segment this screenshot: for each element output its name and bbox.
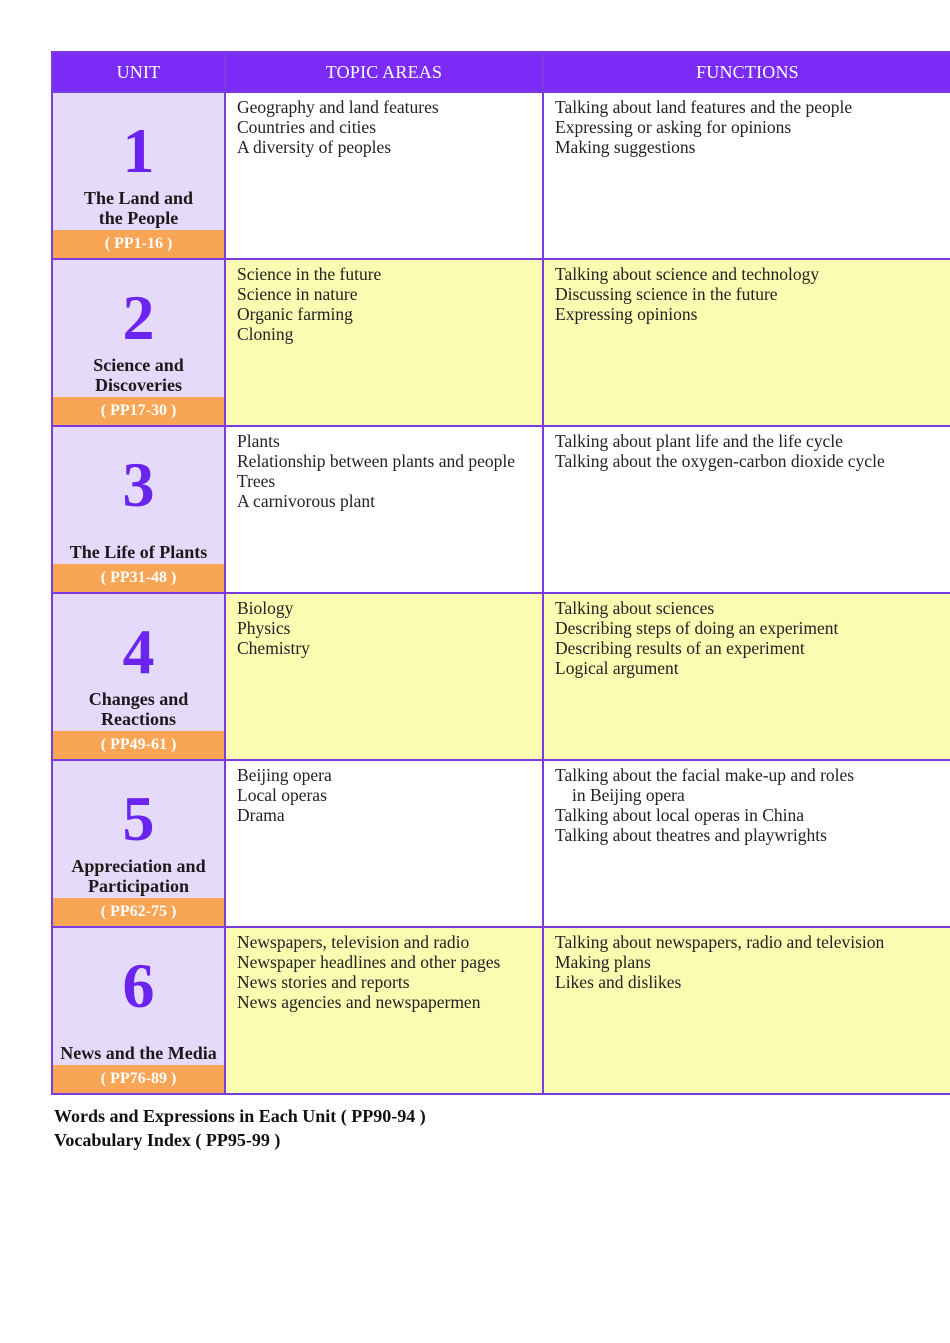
functions-cell (543, 92, 950, 259)
topic-item: Physics (237, 618, 291, 638)
unit-cell (52, 927, 225, 1094)
unit-number: 1 (122, 115, 155, 186)
topic-item: Cloning (237, 324, 294, 344)
unit-page-range: ( PP17-30 ) (53, 397, 224, 425)
function-item: Making plans (555, 952, 651, 972)
unit-title: Science and Discoveries (93, 355, 184, 395)
topic-item: Drama (237, 805, 285, 825)
table-row (52, 760, 950, 927)
topic-item: Relationship between plants and people (237, 451, 515, 471)
topic-areas-cell (225, 92, 543, 259)
unit-cell (52, 92, 225, 259)
table-row (52, 259, 950, 426)
topic-areas-column-header: TOPIC AREAS (225, 52, 543, 92)
unit-cell (52, 593, 225, 760)
unit-number: 3 (122, 449, 155, 520)
function-item: Logical argument (555, 658, 679, 678)
unit-number: 5 (122, 783, 155, 854)
topic-item: Science in the future (237, 264, 382, 284)
unit-cell (52, 259, 225, 426)
unit-page-range: ( PP49-61 ) (53, 731, 224, 759)
topic-item: Newspaper headlines and other pages (237, 952, 501, 972)
unit-page-range: ( PP76-89 ) (53, 1065, 224, 1093)
topic-areas-cell (225, 426, 543, 593)
functions-cell (543, 259, 950, 426)
unit-cell (52, 426, 225, 593)
vocabulary-index-entry: Vocabulary Index ( PP95-99 ) (54, 1130, 281, 1150)
unit-title: Appreciation and Participation (71, 856, 206, 896)
function-item: Describing steps of doing an experiment (555, 618, 839, 638)
function-item: Talking about local operas in China (555, 805, 805, 825)
unit-title: The Life of Plants (69, 542, 208, 562)
function-item: Talking about the oxygen-carbon dioxide cycle (555, 451, 885, 471)
table-row (52, 426, 950, 593)
appendix-list (54, 1104, 426, 1152)
table-row (52, 92, 950, 259)
topic-areas-cell (225, 593, 543, 760)
topic-item: Chemistry (237, 638, 310, 658)
function-item: Talking about newspapers, radio and television (555, 932, 885, 952)
unit-title: The Land and the People (83, 188, 194, 228)
unit-cell (52, 760, 225, 927)
topic-item: News stories and reports (237, 972, 410, 992)
functions-cell (543, 760, 950, 927)
unit-column-header: UNIT (52, 52, 225, 92)
function-item: Talking about the facial make-up and roles (555, 765, 855, 785)
function-item: Making suggestions (555, 137, 696, 157)
function-item: Expressing or asking for opinions (555, 117, 792, 137)
function-item: Talking about science and technology (555, 264, 820, 284)
unit-number: 2 (122, 282, 155, 353)
topic-item: A diversity of peoples (237, 137, 392, 157)
unit-number: 4 (122, 616, 155, 687)
table-row (52, 593, 950, 760)
functions-cell (543, 927, 950, 1094)
function-item: Describing results of an experiment (555, 638, 805, 658)
contents-table (51, 51, 950, 1095)
unit-page-range: ( PP62-75 ) (53, 898, 224, 926)
function-item: Talking about sciences (555, 598, 715, 618)
topic-areas-cell (225, 927, 543, 1094)
table-row (52, 927, 950, 1094)
topic-item: Science in nature (237, 284, 358, 304)
function-item-continuation: in Beijing opera (572, 785, 685, 805)
topic-item: Biology (237, 598, 294, 618)
function-item: Likes and dislikes (555, 972, 682, 992)
functions-cell (543, 593, 950, 760)
function-item: Discussing science in the future (555, 284, 778, 304)
topic-areas-cell (225, 259, 543, 426)
topic-areas-cell (225, 760, 543, 927)
topic-item: Beijing opera (237, 765, 332, 785)
topic-item: Geography and land features (237, 97, 439, 117)
unit-title: Changes and Reactions (88, 689, 189, 729)
function-item: Talking about land features and the people (555, 97, 853, 117)
function-item: Talking about theatres and playwrights (555, 825, 827, 845)
topic-item: Newspapers, television and radio (237, 932, 470, 952)
functions-column-header: FUNCTIONS (543, 52, 950, 92)
unit-page-range: ( PP31-48 ) (53, 564, 224, 592)
topic-item: Organic farming (237, 304, 353, 324)
words-and-expressions-entry: Words and Expressions in Each Unit ( PP90-94 ) (54, 1106, 426, 1126)
topic-item: Countries and cities (237, 117, 377, 137)
functions-cell (543, 426, 950, 593)
unit-title: News and the Media (60, 1043, 217, 1063)
topic-item: Local operas (237, 785, 327, 805)
function-item: Talking about plant life and the life cycle (555, 431, 843, 451)
topic-item: News agencies and newspapermen (237, 992, 481, 1012)
topic-item: A carnivorous plant (237, 491, 376, 511)
function-item: Expressing opinions (555, 304, 698, 324)
table-header-row (52, 52, 950, 92)
topic-item: Plants (237, 431, 280, 451)
unit-number: 6 (122, 950, 155, 1021)
topic-item: Trees (237, 471, 276, 491)
unit-page-range: ( PP1-16 ) (53, 230, 224, 258)
